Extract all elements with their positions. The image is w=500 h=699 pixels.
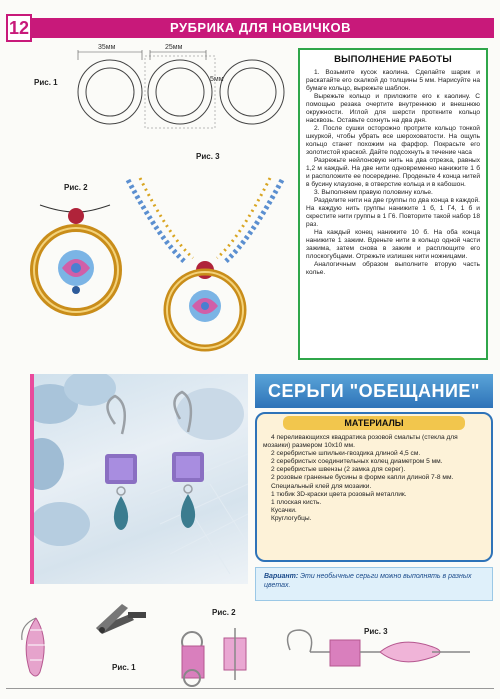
variant-text: Эти необычные серьги можно выполнять в разных цветах.: [264, 573, 472, 589]
material-item: 1 плоская кисть.: [271, 498, 322, 506]
dim-inner: 25мм: [165, 44, 183, 51]
material-item: 1 тюбик 3D-краски цвета розовый металлик.: [271, 490, 407, 498]
material-item: 4 переливающихся квадратика розовой смальты (стекла для мозаики) размером 10х10 мм.: [263, 434, 458, 450]
ring-outline-2: [145, 56, 215, 128]
material-item: Круглогубцы.: [271, 514, 312, 522]
dim-outer: 35мм: [98, 44, 116, 51]
work-paragraph: Вырежьте кольцо и приложите его к каолину. С помощью резака очертите внутреннюю и внешнюю окружности. Иглой для шерсти проткните кольцо насквозь. Оставьте сохнуть на два дня.: [306, 93, 480, 124]
necklace-figure: [128, 178, 282, 348]
work-paragraph: На каждый конец нанижите 10 б. На оба конца нанижите 1 зажим. Вденьте нити в кольцо одной части зажима, затем снова в зажим и расплющите его плоскогубцами. Отрежьте излишек нити ножницами.: [306, 229, 480, 260]
ring-outline-3: [220, 60, 284, 124]
work-paragraph: Разделите нити на две группы по два конца в каждой. На каждую нить группы нанижите 1 б, 1 Г4, 1 б и скрестите нити группы в 1 Г6. Повторите такой набор 18 раз.: [306, 197, 480, 228]
material-item: 2 серебристых соединительных колец диаметром 5 мм.: [271, 458, 443, 466]
section-title: РУБРИКА ДЛЯ НОВИЧКОВ: [170, 20, 352, 35]
drop-bead-figure: [22, 618, 46, 676]
page-number: 12: [6, 14, 32, 42]
variant-note: [255, 567, 493, 601]
rings-with-glass-figure: [182, 628, 246, 686]
materials-title: МАТЕРИАЛЫ: [283, 416, 465, 430]
fig2-bottom-label: Рис. 2: [212, 608, 236, 617]
work-paragraph: 2. После сушки осторожно протрите кольцо тонкой шкуркой, чтобы убрать все шероховатости. На ощупь кольцо станет похожим на фарфор. Покрасьте его золотистой краской. Дайте подсохнуть в течение часа: [306, 125, 480, 156]
fig1-bottom-label: Рис. 1: [112, 663, 136, 672]
materials-box: [255, 412, 493, 562]
material-item: 2 серебристые швензы (2 замка для серег).: [271, 466, 406, 474]
work-title: ВЫПОЛНЕНИЕ РАБОТЫ: [334, 54, 452, 65]
material-item: 2 серебристые шпильки-гвоздика длиной 4,5 см.: [271, 450, 421, 458]
material-item: 2 розовые граненые бусины в форме капли длиной 7-8 мм.: [271, 474, 454, 482]
dim-width: 5мм: [210, 76, 224, 83]
pliers-figure: [96, 604, 146, 634]
ring-outline-1: [78, 60, 142, 124]
work-paragraph: 1. Возьмите кусок каолина. Сделайте шарик и раскатайте его скалкой до толщины 5 мм. Нарисуйте на бумаге кольцо, вырежьте шаблон.: [306, 69, 480, 92]
fig1-label: Рис. 1: [34, 78, 58, 87]
work-text: [306, 69, 480, 277]
work-paragraph: Аналогичным образом выполните вторую часть колье.: [306, 261, 480, 276]
photo-frame: [30, 374, 248, 584]
fig3-label: Рис. 3: [196, 152, 220, 161]
fig2-label: Рис. 2: [64, 183, 88, 192]
variant-label: Вариант:: [264, 573, 299, 580]
bottom-illustrations: [0, 600, 500, 690]
pendant-figure: [34, 205, 118, 312]
materials-list: [263, 434, 485, 523]
work-paragraph: 3. Выполняем правую половину колье.: [314, 189, 433, 196]
footer-line: [6, 688, 494, 689]
earrings-title: СЕРЬГИ "ОБЕЩАНИЕ": [255, 374, 493, 408]
fig3-bottom-label: Рис. 3: [364, 627, 388, 636]
material-item: Кусачки.: [271, 506, 297, 514]
work-instructions-box: [298, 48, 488, 360]
work-paragraph: Разрежьте нейлоновую нить на два отрезка, равных 1,2 м каждый. На две нити одновременно нанижите 1 б и расположите ее посередине. Проденьте 4 конца нитей в бусину клаузоне, в отверстие кольца и в кабошон.: [306, 157, 480, 188]
material-item: Специальный клей для мозаики.: [271, 482, 372, 490]
